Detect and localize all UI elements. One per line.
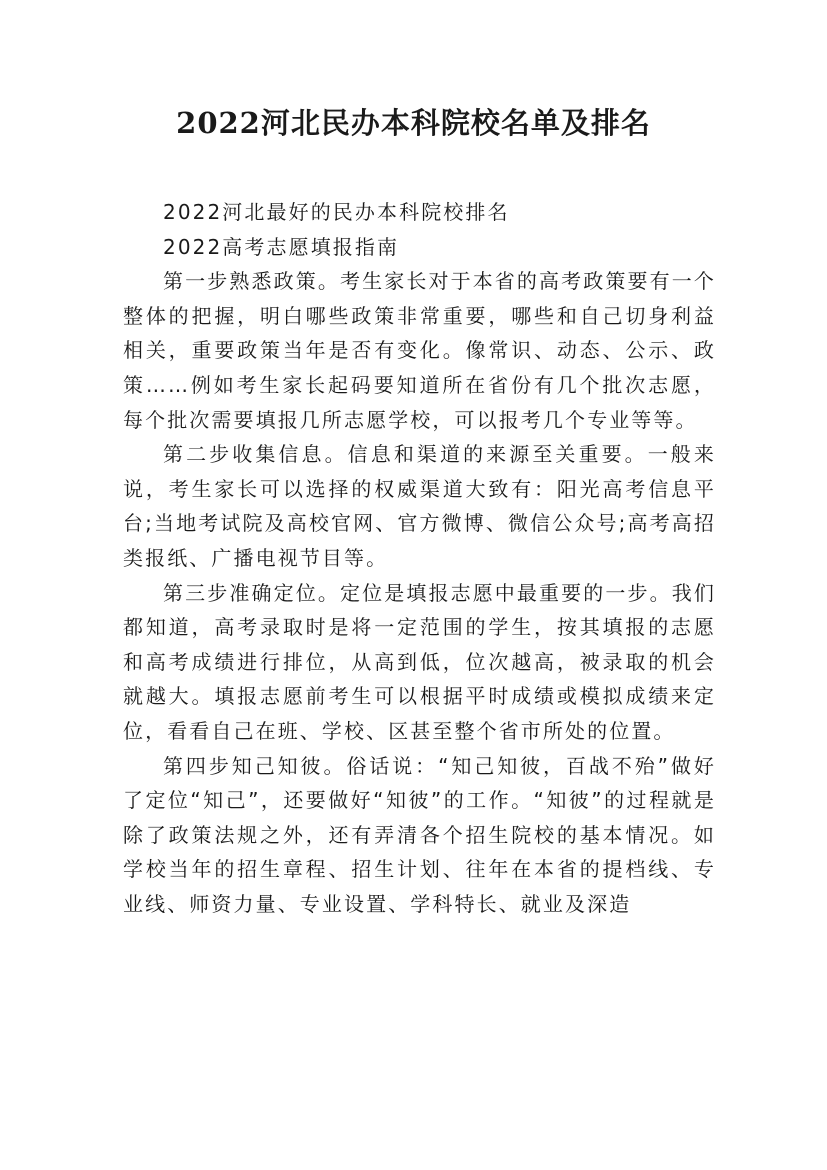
document-body (123, 195, 716, 921)
paragraph-step-two: 第二步收集信息。信息和渠道的来源至关重要。一般来说，考生家长可以选择的权威渠道大致有：阳光高考信息平台;当地考试院及高校官网、官方微博、微信公众号;高考高招类报纸、广播电视节目等。 (123, 442, 716, 570)
paragraph-step-one: 第一步熟悉政策。考生家长对于本省的高考政策要有一个整体的把握，明白哪些政策非常重要，哪些和自己切身利益相关，重要政策当年是否有变化。像常识、动态、公示、政策……例如考生家长起码要知道所在省份有几个批次志愿，每个批次需要填报几所志愿学校，可以报考几个专业等等。 (123, 269, 716, 432)
paragraph-ranking-heading: 2022河北最好的民办本科院校排名 (163, 200, 510, 224)
paragraph-step-four: 第四步知己知彼。俗话说：“知己知彼，百战不殆”做好了定位“知己”，还要做好“知彼”的工作。“知彼”的过程就是除了政策法规之外，还有弄清各个招生院校的基本情况。如学校当年的招生章程、招生计划、往年在本省的提档线、专业线、师资力量、专业设置、学科特长、就业及深造 (123, 753, 716, 916)
document-title: 2022河北民办本科院校名单及排名 (176, 106, 651, 140)
paragraph-step-three: 第三步准确定位。定位是填报志愿中最重要的一步。我们都知道，高考录取时是将一定范围的学生，按其填报的志愿和高考成绩进行排位，从高到低，位次越高，被录取的机会就越大。填报志愿前考生可以根据平时成绩或模拟成绩来定位，看看自己在班、学校、区甚至整个省市所处的位置。 (123, 580, 716, 743)
paragraph-guide-heading: 2022高考志愿填报指南 (163, 234, 400, 259)
